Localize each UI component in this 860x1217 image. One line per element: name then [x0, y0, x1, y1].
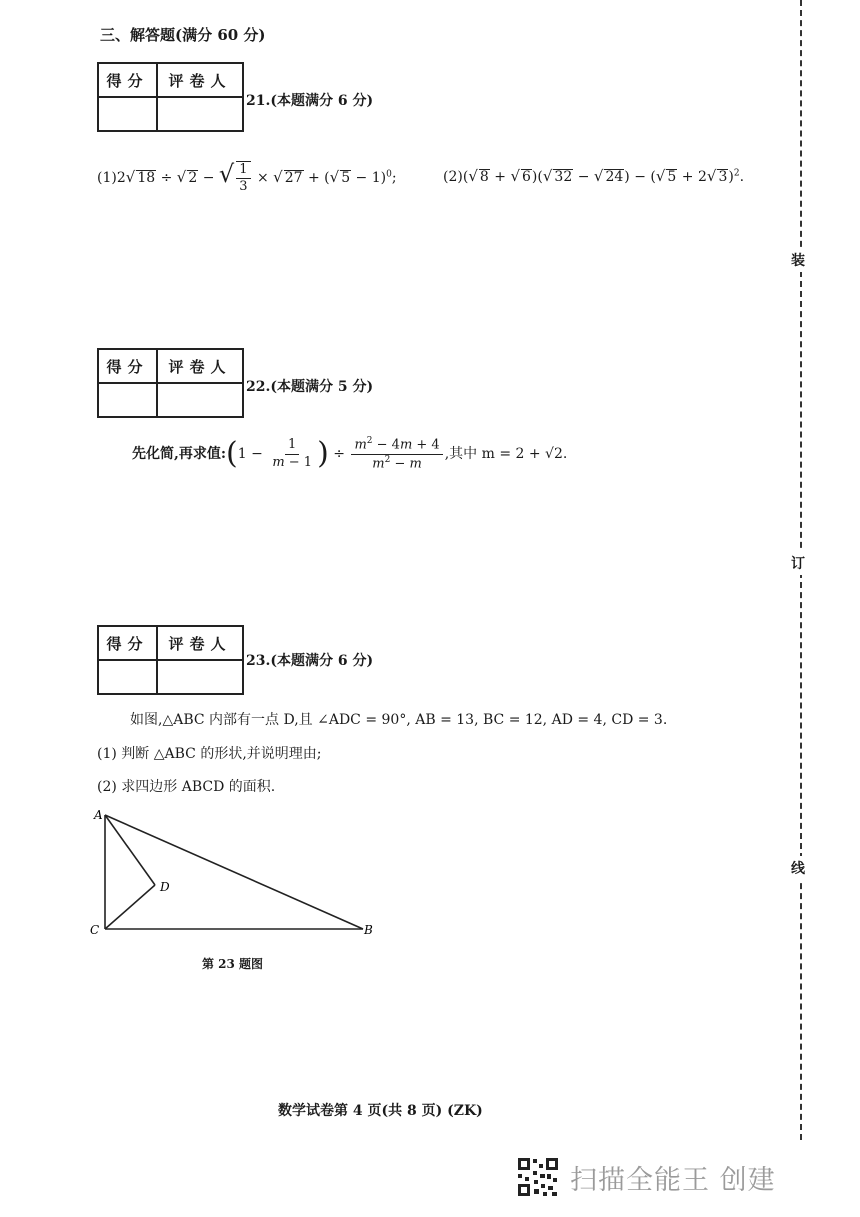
- page-footer: 数学试卷第 4 页(共 8 页) (ZK): [278, 1103, 483, 1119]
- q22-expression: 先化简,再求值:(1 − $\frac{1}{m - 1}$ ) ÷ $\frac{m^2 - 4m + 4}{m^2 - m}$ ,其中 m = 2 + √2.: [132, 436, 568, 472]
- score-label: 得分: [106, 72, 149, 90]
- q23-statement: 如图,△ABC 内部有一点 D,且 ∠ADC = 90°, AB = 13, BC = 12, AD = 4, CD = 3.: [130, 712, 668, 728]
- triangle-figure: [88, 805, 388, 945]
- scanner-watermark-text: 扫描全能王 创建: [570, 1165, 776, 1196]
- q22-prompt: 先化简,再求值:: [132, 446, 227, 463]
- score-box-header: [99, 350, 242, 384]
- q22-heading: 22.(本题满分 5 分): [246, 379, 374, 395]
- q22-condition: ,其中 m = 2 + √2.: [444, 446, 568, 463]
- q21-part2-label: (2): [443, 169, 463, 185]
- edge-ab: [105, 815, 363, 929]
- score-box-header: [99, 627, 242, 661]
- label-c: C: [90, 923, 100, 937]
- figure-caption: 第 23 题图: [202, 957, 264, 971]
- score-box-q21: [97, 62, 244, 132]
- label-b: B: [364, 923, 373, 937]
- binding-word-xian: 线: [791, 856, 805, 880]
- grader-label: 评卷人: [168, 635, 232, 653]
- score-box-blank-row: [99, 659, 242, 693]
- score-box-divider: [156, 627, 158, 693]
- score-label: 得分: [106, 635, 149, 653]
- q23-heading: 23.(本题满分 6 分): [246, 653, 374, 669]
- grader-label: 评卷人: [168, 358, 232, 376]
- score-box-q22: [97, 348, 244, 418]
- score-box-divider: [156, 64, 158, 130]
- section-title: 三、解答题(满分 60 分): [100, 26, 266, 44]
- score-label: 得分: [106, 358, 149, 376]
- q21-part1-label: (1): [97, 170, 117, 186]
- binding-word-ding: 订: [791, 551, 805, 575]
- q21-part1-expression: (1)2√ 18 ÷ √ 2 − √ $\frac{1}{3}$ × √ 27 + (√ 5 − 1)$^0$;: [97, 160, 397, 194]
- edge-dc: [105, 885, 155, 929]
- score-box-divider: [156, 350, 158, 416]
- score-box-header: [99, 64, 242, 98]
- score-box-blank-row: [99, 382, 242, 416]
- q23-part1: (1) 判断 △ABC 的形状,并说明理由;: [97, 746, 322, 762]
- q23-part2: (2) 求四边形 ABCD 的面积.: [97, 779, 276, 795]
- q21-part2-expression: (2)(√ 8 + √ 6)(√ 32 − √ 24) − (√ 5 + 2√ 3)$^2$.: [443, 167, 745, 185]
- score-box-blank-row: [99, 96, 242, 130]
- label-d: D: [160, 880, 170, 894]
- qr-code-icon: [516, 1156, 560, 1198]
- binding-word-zhuang: 装: [791, 248, 805, 272]
- grader-label: 评卷人: [168, 72, 232, 90]
- score-box-q23: [97, 625, 244, 695]
- q21-heading: 21.(本题满分 6 分): [246, 93, 374, 109]
- label-a: A: [94, 808, 103, 822]
